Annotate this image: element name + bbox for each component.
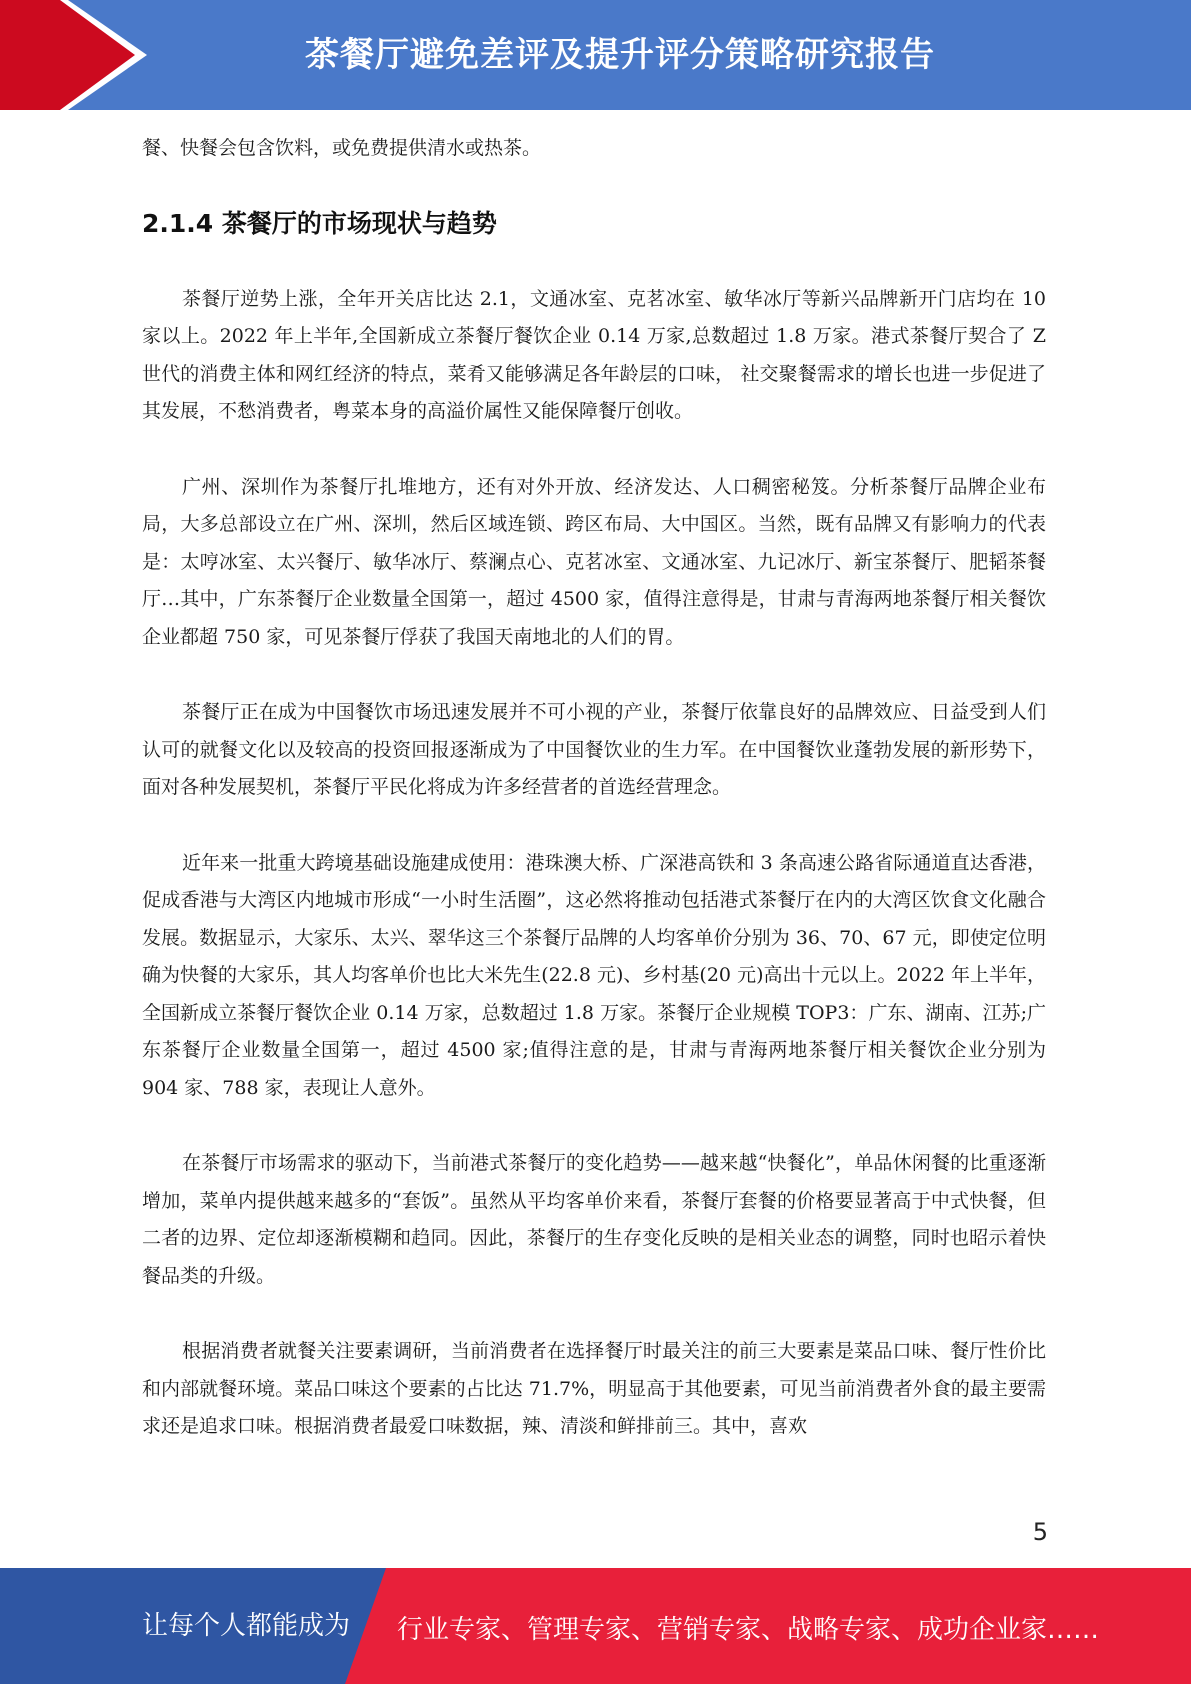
page-header	[0, 0, 1191, 110]
body-paragraph: 茶餐厅正在成为中国餐饮市场迅速发展并不可小视的产业，茶餐厅依靠良好的品牌效应、日益受到人们认可的就餐文化以及较高的投资回报逐渐成为了中国餐饮业的生力军。在中国餐饮业蓬勃发展的新形势下，面对各种发展契机，茶餐厅平民化将成为许多经营者的首选经营理念。	[142, 701, 1046, 798]
lead-paragraph: 餐、快餐会包含饮料，或免费提供清水或热茶。	[142, 137, 542, 159]
main-content	[142, 130, 1046, 1446]
body-paragraph: 根据消费者就餐关注要素调研，当前消费者在选择餐厅时最关注的前三大要素是菜品口味、餐厅性价比和内部就餐环境。菜品口味这个要素的占比达 71.7%，明显高于其他要素，可见当前消费者外食的最主要需求还是追求口味。根据消费者最爱口味数据，辣、清淡和鲜排前三。其中，喜欢	[142, 1340, 1046, 1437]
page-number: 5	[1032, 1518, 1048, 1546]
body-paragraph: 茶餐厅逆势上涨，全年开关店比达 2.1，文通冰室、克茗冰室、敏华冰厅等新兴品牌新开门店均在 10 家以上。2022 年上半年,全国新成立茶餐厅餐饮企业 0.14 万家,总数超过 1.8 万家。港式茶餐厅契合了 Z 世代的消费主体和网红经济的特点，菜肴又能够满足各年龄层的口味， 社交聚餐需求的增长也进一步促进了其发展，不愁消费者，粤菜本身的高溢价属性又能保障餐厅创收。	[142, 287, 1046, 422]
header-arrow-icon	[0, 0, 150, 110]
body-paragraph: 近年来一批重大跨境基础设施建成使用：港珠澳大桥、广深港高铁和 3 条高速公路省际通道直达香港，促成香港与大湾区内地城市形成“一小时生活圈”，这必然将推动包括港式茶餐厅在内的大湾区饮食文化融合发展。数据显示，大家乐、太兴、翠华这三个茶餐厅品牌的人均客单价分别为 36、70、67 元，即使定位明确为快餐的大家乐，其人均客单价也比大米先生(22.8 元)、乡村基(20 元)高出十元以上。2022 年上半年，全国新成立茶餐厅餐饮企业 0.14 万家，总数超过 1.8 万家。茶餐厅企业规模 TOP3：广东、湖南、江苏;广东茶餐厅企业数量全国第一，超过 4500 家;值得注意的是，甘肃与青海两地茶餐厅相关餐饮企业分别为 904 家、788 家，表现让人意外。	[142, 851, 1046, 1099]
body-paragraph: 在茶餐厅市场需求的驱动下，当前港式茶餐厅的变化趋势——越来越“快餐化”，单品休闲餐的比重逐渐增加，菜单内提供越来越多的“套饭”。虽然从平均客单价来看，茶餐厅套餐的价格要显著高于中式快餐，但二者的边界、定位却逐渐模糊和趋同。因此，茶餐厅的生存变化反映的是相关业态的调整，同时也昭示着快餐品类的升级。	[142, 1152, 1046, 1287]
page-footer	[0, 1568, 1191, 1684]
report-title: 茶餐厅避免差评及提升评分策略研究报告	[305, 35, 935, 75]
body-paragraph: 广州、深圳作为茶餐厅扎堆地方，还有对外开放、经济发达、人口稠密秘笈。分析茶餐厅品牌企业布局，大多总部设立在广州、深圳，然后区域连锁、跨区布局、大中国区。当然，既有品牌又有影响力的代表是：太哼冰室、太兴餐厅、敏华冰厅、蔡澜点心、克茗冰室、文通冰室、九记冰厅、新宝茶餐厅、肥韬茶餐厅…其中，广东茶餐厅企业数量全国第一，超过 4500 家，值得注意得是，甘肃与青海两地茶餐厅相关餐饮企业都超 750 家，可见茶餐厅俘获了我国天南地北的人们的胃。	[142, 475, 1046, 648]
footer-slogan-left: 让每个人都能成为	[142, 1611, 351, 1641]
footer-slogan-right: 行业专家、管理专家、营销专家、战略专家、成功企业家……	[397, 1615, 1100, 1645]
section-heading: 2.1.4 茶餐厅的市场现状与趋势	[142, 208, 497, 238]
